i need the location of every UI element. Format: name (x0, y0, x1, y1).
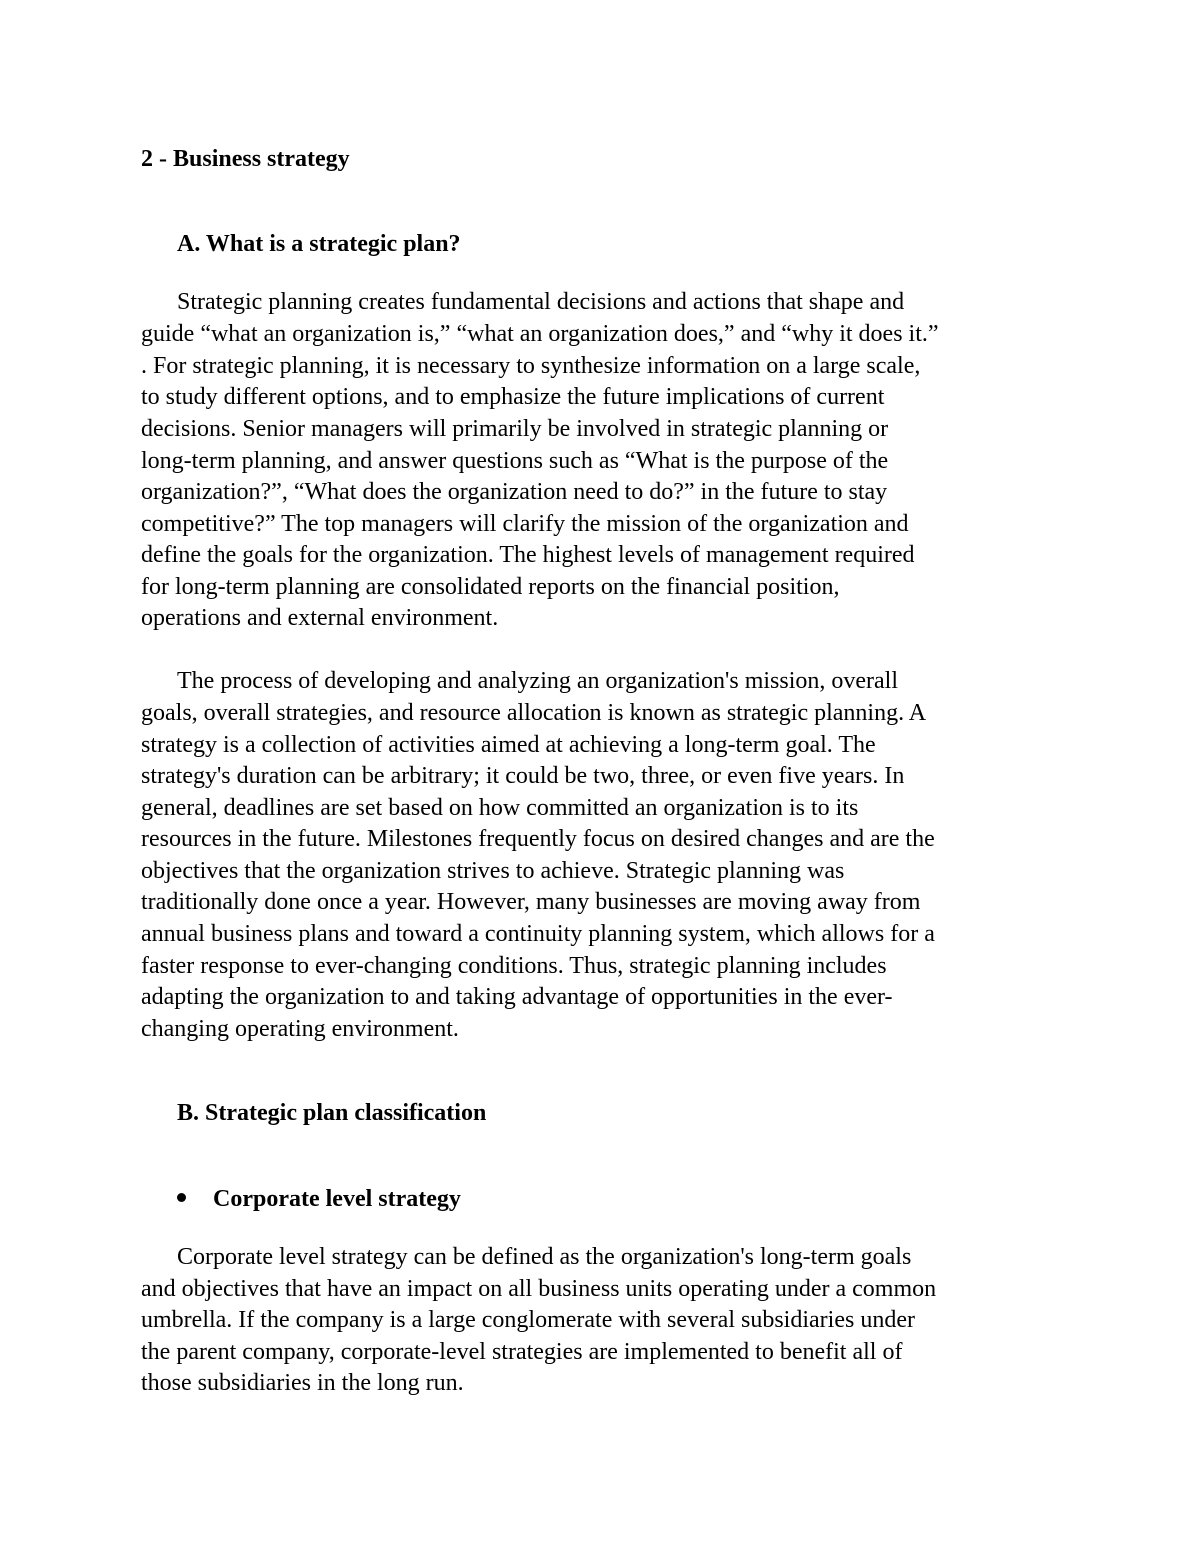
paragraph-line: changing operating environment. (141, 1016, 459, 1042)
paragraph-line: decisions. Senior managers will primarily be involved in strategic planning or (141, 416, 889, 442)
section-b-heading: B. Strategic plan classification (177, 1100, 487, 1126)
paragraph-line: and objectives that have an impact on all business units operating under a common (141, 1276, 937, 1302)
paragraph-line: strategy's duration can be arbitrary; it could be two, three, or even five years. In (141, 763, 905, 789)
bullet-icon (177, 1193, 186, 1202)
paragraph-line: to study different options, and to emphasize the future implications of current (141, 384, 885, 410)
paragraph-line: objectives that the organization strives to achieve. Strategic planning was (141, 858, 845, 884)
document-title: 2 - Business strategy (141, 146, 350, 172)
paragraph-line: traditionally done once a year. However, many businesses are moving away from (141, 889, 921, 915)
paragraph-line: Corporate level strategy can be defined as the organization's long-term goals (177, 1244, 912, 1270)
section-a-heading: A. What is a strategic plan? (177, 231, 461, 257)
paragraph-line: those subsidiaries in the long run. (141, 1370, 464, 1396)
paragraph-line: resources in the future. Milestones frequently focus on desired changes and are the (141, 826, 935, 852)
paragraph-line: faster response to ever-changing conditions. Thus, strategic planning includes (141, 953, 887, 979)
paragraph-line: operations and external environment. (141, 605, 499, 631)
paragraph-line: . For strategic planning, it is necessary to synthesize information on a large scale, (141, 353, 921, 379)
paragraph-line: Strategic planning creates fundamental decisions and actions that shape and (177, 289, 905, 315)
paragraph-line: adapting the organization to and taking advantage of opportunities in the ever- (141, 984, 893, 1010)
paragraph-line: long-term planning, and answer questions such as “What is the purpose of the (141, 448, 889, 474)
paragraph-line: strategy is a collection of activities aimed at achieving a long-term goal. The (141, 732, 876, 758)
paragraph-line: goals, overall strategies, and resource allocation is known as strategic planning. A (141, 700, 927, 726)
paragraph-line: for long-term planning are consolidated reports on the financial position, (141, 574, 840, 600)
bullet-heading: Corporate level strategy (213, 1186, 461, 1212)
paragraph-line: annual business plans and toward a continuity planning system, which allows for a (141, 921, 935, 947)
paragraph-line: umbrella. If the company is a large conglomerate with several subsidiaries under (141, 1307, 915, 1333)
paragraph-line: The process of developing and analyzing an organization's mission, overall (177, 668, 899, 694)
paragraph-line: the parent company, corporate-level strategies are implemented to benefit all of (141, 1339, 903, 1365)
paragraph-line: organization?”, “What does the organization need to do?” in the future to stay (141, 479, 888, 505)
paragraph-line: define the goals for the organization. The highest levels of management required (141, 542, 915, 568)
paragraph-line: competitive?” The top managers will clarify the mission of the organization and (141, 511, 909, 537)
paragraph-line: general, deadlines are set based on how committed an organization is to its (141, 795, 859, 821)
paragraph-line: guide “what an organization is,” “what an organization does,” and “why it does it.” (141, 321, 939, 347)
